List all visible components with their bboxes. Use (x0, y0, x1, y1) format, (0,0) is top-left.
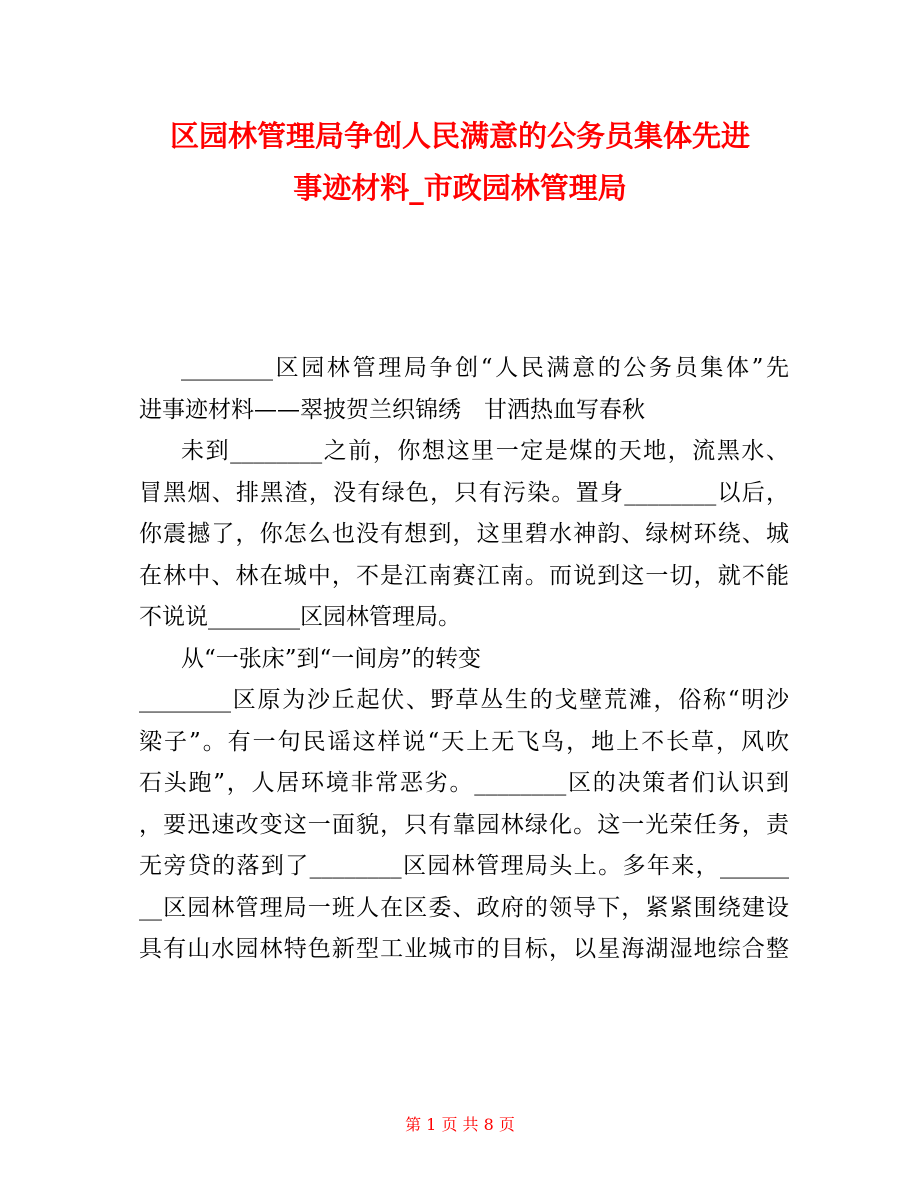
body-line: ________区园林管理局争创“人民满意的公务员集体”先 (181, 355, 789, 381)
section-heading: 从“一张床”到“一间房”的转变 (181, 645, 482, 672)
title-line-1: 区园林管理局争创人民满意的公务员集体先进 (169, 119, 750, 153)
body-line: 未到________之前，你想这里一定是煤的天地，流黑水、 (181, 438, 789, 464)
body-line: 你震撼了，你怎么也没有想到，这里碧水神韵、绿树环绕、城 (139, 521, 789, 547)
document-title (60, 110, 860, 214)
body-line: ，要迅速改变这一面貌，只有靠园林绿化。这一光荣任务，责 (139, 811, 789, 838)
body-line: ________区原为沙丘起伏、野草丛生的戈壁荒滩，俗称“明沙 (139, 687, 789, 713)
body-line: 无旁贷的落到了________区园林管理局头上。多年来，______ (139, 853, 789, 879)
body-line: __区园林管理局一班人在区委、政府的领导下，紧紧围绕建设 (139, 894, 789, 921)
body-line: 在林中、林在城中，不是江南赛江南。而说到这一切，就不能 (139, 562, 789, 589)
body-line: 冒黑烟、排黑渣，没有绿色，只有污染。置身________以后， (139, 479, 789, 506)
body-line: 具有山水园林特色新型工业城市的目标，以星海湖湿地综合整 (139, 936, 789, 962)
title-line-2: 事迹材料_市政园林管理局 (293, 171, 627, 205)
page-footer: 第 1 页 共 8 页 (405, 1115, 515, 1134)
document-body (139, 348, 789, 971)
body-line: 石头跑”，人居环境非常恶劣。________区的决策者们认识到 (139, 770, 789, 796)
body-line: 进事迹材料——翠披贺兰织锦绣 甘洒热血写春秋 (139, 396, 645, 423)
body-line: 梁子”。有一句民谣这样说“天上无飞鸟，地上不长草，风吹 (139, 728, 789, 755)
body-line: 不说说________区园林管理局。 (139, 604, 461, 630)
